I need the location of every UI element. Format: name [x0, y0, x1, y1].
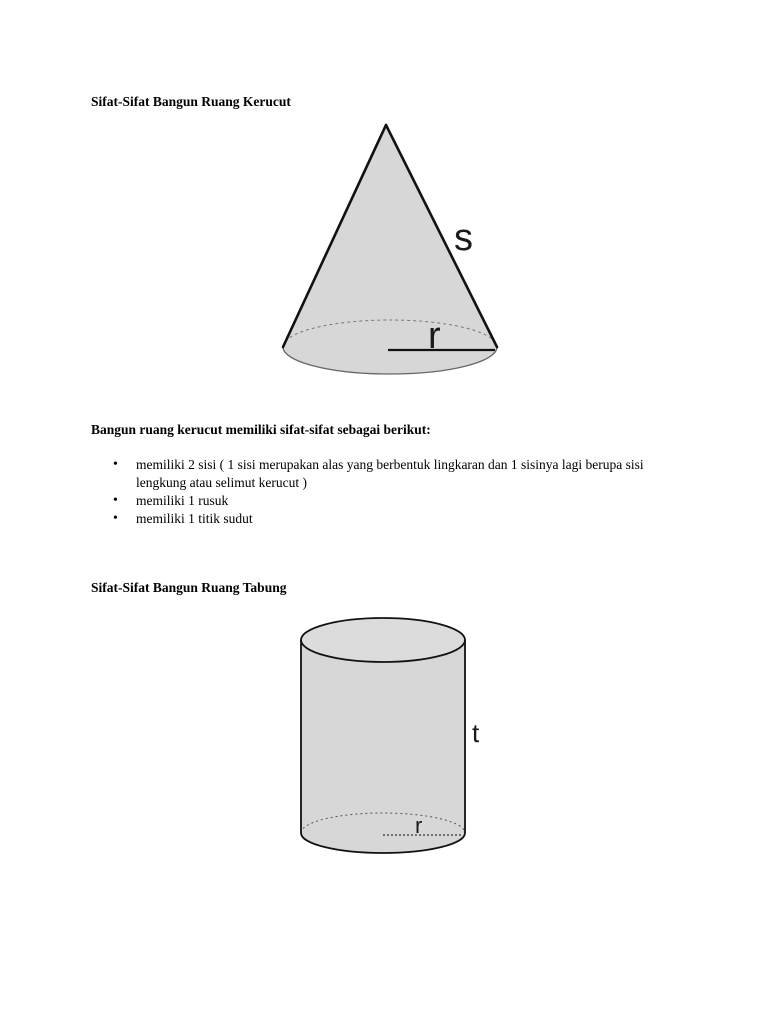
cone-slant-label: s [454, 217, 473, 259]
cylinder-radius-label: r [415, 813, 423, 838]
cylinder-section-title: Sifat-Sifat Bangun Ruang Tabung [91, 580, 287, 595]
list-item: • memiliki 1 titik sudut [91, 510, 671, 528]
cylinder-body [301, 640, 465, 853]
cone-radius-label: r [428, 315, 441, 357]
list-item: • memiliki 1 rusuk [91, 492, 671, 510]
cylinder-figure [290, 610, 500, 855]
cone-section-title: Sifat-Sifat Bangun Ruang Kerucut [91, 94, 291, 109]
list-item: • memiliki 2 sisi ( 1 sisi merupakan alas yang berbentuk lingkaran dan 1 sisinya lagi berupa sisi lengkung atau selimut kerucut ) [91, 456, 671, 492]
cylinder-top-face [301, 618, 465, 662]
cone-figure [270, 118, 510, 393]
cone-properties-intro: Bangun ruang kerucut memiliki sifat-sifat sebagai berikut: [91, 422, 431, 437]
cone-properties-list [91, 456, 671, 528]
cylinder-height-label: t [472, 718, 480, 748]
